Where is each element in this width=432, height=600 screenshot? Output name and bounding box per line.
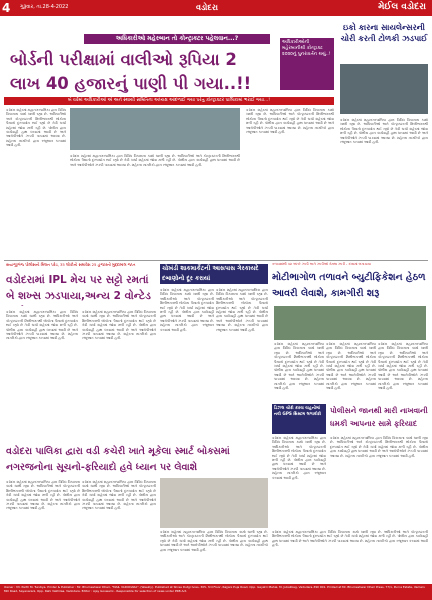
bottom-right-body: વડોદરા શહેરમાં મહાનગરપાલિકા દ્વારા વિવિધ વિકાસના કામો ચાલી રહ્યા છે. અધિકારીઓ અને કોન્ટ્રાક્ટરની મિલીભગતથી લોકોના પૈસાનો દુરુપયોગ થઈ રહ્યો છે તેવી ચર્ચા શહેરમાં જોવા મળી રહી છે. પોલીસ દ્વારા કાર્યવાહી હાથ ધરવામાં આવી છે અને આરોપીઓને ઝડપી પાડવામાં આવ્યા છે. શહેરના નાગરિકો દ્વારા રજૂઆત કરવામાં આવી હતી. (272, 530, 428, 548)
truck-body: વડોદરા શહેરમાં મહાનગરપાલિકા દ્વારા વિવિધ વિકાસના કામો ચાલી રહ્યા છે. અધિકારીઓ અને કોન્ટ્રાક્ટરની મિલીભગતથી લોકોના પૈસાનો દુરુપયોગ થઈ રહ્યો છે તેવી ચર્ચા શહેરમાં જોવા મળી રહી છે. પોલીસ દ્વારા કાર્યવાહી હાથ ધરવામાં આવી છે અને આરોપીઓને ઝડપી પાડવામાં આવ્યા છે. શહેરના નાગરિકો દ્વારા રજૂઆત કરવામાં આવી હતી. (272, 436, 326, 480)
bridge-body-col-1: વડોદરા શહેરમાં મહાનગરપાલિકા દ્વારા વિવિધ વિકાસના કામો ચાલી રહ્યા છે. અધિકારીઓ અને કોન્ટ્રાક્ટરની મિલીભગતથી લોકોના પૈસાનો દુરુપયોગ થઈ રહ્યો છે તેવી ચર્ચા શહેરમાં જોવા મળી રહી છે. પોલીસ દ્વારા કાર્યવાહી હાથ ધરવામાં આવી છે અને આરોપીઓને ઝડપી પાડવામાં આવ્યા છે. શહેરના નાગરિકો દ્વારા રજૂઆત કરવામાં આવી હતી. (274, 342, 324, 391)
top-body-col-2: વડોદરા શહેરમાં મહાનગરપાલિકા દ્વારા વિવિધ વિકાસના કામો ચાલી રહ્યા છે. અધિકારીઓ અને કોન્ટ્રાક્ટરની મિલીભગતથી લોકોના પૈસાનો દુરુપયોગ થઈ રહ્યો છે તેવી ચર્ચા શહેરમાં જોવા મળી રહી છે. પોલીસ દ્વારા કાર્યવાહી હાથ ધરવામાં આવી છે અને આરોપીઓને ઝડપી પાડવામાં આવ્યા છે. શહેરના નાગરિકો દ્વારા રજૂઆત કરવામાં આવી હતી. (246, 108, 334, 135)
bridge-body-col-2: વડોદરા શહેરમાં મહાનગરપાલિકા દ્વારા વિવિધ વિકાસના કામો ચાલી રહ્યા છે. અધિકારીઓ અને કોન્ટ્રાક્ટરની મિલીભગતથી લોકોના પૈસાનો દુરુપયોગ થઈ રહ્યો છે તેવી ચર્ચા શહેરમાં જોવા મળી રહી છે. પોલીસ દ્વારા કાર્યવાહી હાથ ધરવામાં આવી છે અને આરોપીઓને ઝડપી પાડવામાં આવ્યા છે. શહેરના નાગરિકો દ્વારા રજૂઆત કરવામાં આવી હતી. (326, 342, 376, 391)
mid-body-col-2: વડોદરા શહેરમાં મહાનગરપાલિકા દ્વારા વિવિધ વિકાસના કામો ચાલી રહ્યા છે. અધિકારીઓ અને કોન્ટ્રાક્ટરની મિલીભગતથી લોકોના પૈસાનો દુરુપયોગ થઈ રહ્યો છે તેવી ચર્ચા શહેરમાં જોવા મળી રહી છે. પોલીસ દ્વારા કાર્યવાહી હાથ ધરવામાં આવી છે અને આરોપીઓને ઝડપી પાડવામાં આવ્યા છે. શહેરના નાગરિકો દ્વારા રજૂઆત કરવામાં આવી હતી. (216, 288, 268, 332)
side-body: વડોદરા શહેરમાં મહાનગરપાલિકા દ્વારા વિવિધ વિકાસના કામો ચાલી રહ્યા છે. અધિકારીઓ અને કોન્ટ્રાક્ટરની મિલીભગતથી લોકોના પૈસાનો દુરુપયોગ થઈ રહ્યો છે તેવી ચર્ચા શહેરમાં જોવા મળી રહી છે. પોલીસ દ્વારા કાર્યવાહી હાથ ધરવામાં આવી છે અને આરોપીઓને ઝડપી પાડવામાં આવ્યા છે. શહેરના નાગરિકો દ્વારા રજૂઆત કરવામાં આવી હતી. (340, 118, 428, 145)
section-divider (4, 260, 428, 261)
bridge-kicker: તળાવમાંથી ૫૨ અંતરે ઝાડી અને ઝાડીઓ તેમજ ઝાડી - કાંસમાં લગાડાયા (272, 262, 371, 266)
ipl-body-col-2: વડોદરા શહેરમાં મહાનગરપાલિકા દ્વારા વિવિધ વિકાસના કામો ચાલી રહ્યા છે. અધિકારીઓ અને કોન્ટ્રાક્ટરની મિલીભગતથી લોકોના પૈસાનો દુરુપયોગ થઈ રહ્યો છે તેવી ચર્ચા શહેરમાં જોવા મળી રહી છે. પોલીસ દ્વારા કાર્યવાહી હાથ ધરવામાં આવી છે અને આરોપીઓને ઝડપી પાડવામાં આવ્યા છે. શહેરના નાગરિકો દ્વારા રજૂઆત કરવામાં આવી હતી. (82, 310, 156, 341)
smart-photo (160, 478, 268, 528)
imprint-footer: Owner : Mr. Parth M. Tundiya. Printer & Publisher : Mr. Bhumeshwar Dhari, "MAIL VADODARA", (Weekly). Published at Shree Dutgi Ivres, 305, 3rd Floor, Rajjani Puja Road, Opp. Gayatri Mahal, M. Jubalibag, Vadodara-390 001. Printed at Mr. Bhumeshwar Dhari Press, 77/1, Purna Estate, Vamaru Mill Road, Sayanaranl, Opp. Rahi Vakhilaa, Vadodara. Editor : Ajay Goswami - Responsible for selection of news under PRB Act. (0, 584, 432, 600)
smart-body-col-3: વડોદરા શહેરમાં મહાનગરપાલિકા દ્વારા વિવિધ વિકાસના કામો ચાલી રહ્યા છે. અધિકારીઓ અને કોન્ટ્રાક્ટરની મિલીભગતથી લોકોના પૈસાનો દુરુપયોગ થઈ રહ્યો છે તેવી ચર્ચા શહેરમાં જોવા મળી રહી છે. પોલીસ દ્વારા કાર્યવાહી હાથ ધરવામાં આવી છે અને આરોપીઓને ઝડપી પાડવામાં આવ્યા છે. શહેરના નાગરિકો દ્વારા રજૂઆત કરવામાં આવી હતી. (160, 530, 268, 552)
bridge-photo (274, 306, 426, 340)
brand-name: મેઈલ વડોદરા (378, 2, 426, 12)
top-sidebox: અધિકારીઓની મહેરબાનીથી કોન્ટ્રાક્ટ ૨૦૨૦નું પુનરાવર્તન થયું..! (280, 38, 334, 90)
top-strap: બે વર્ષમાં અધિકારીઓ એ અને સ્થાયી સમિતિના અધ્યક્ષ આંદળાઈ ગયા પરંતુ કોન્ટ્રાક્ટર પાલિકામાં ભરાઈ ગયા...! (4, 97, 334, 105)
smart-body-col-1: વડોદરા શહેરમાં મહાનગરપાલિકા દ્વારા વિવિધ વિકાસના કામો ચાલી રહ્યા છે. અધિકારીઓ અને કોન્ટ્રાક્ટરની મિલીભગતથી લોકોના પૈસાનો દુરુપયોગ થઈ રહ્યો છે તેવી ચર્ચા શહેરમાં જોવા મળી રહી છે. પોલીસ દ્વારા કાર્યવાહી હાથ ધરવામાં આવી છે અને આરોપીઓને ઝડપી પાડવામાં આવ્યા છે. શહેરના નાગરિકો દ્વારા રજૂઆત કરવામાં આવી હતી. (6, 480, 80, 511)
page-number: 4 (2, 1, 11, 15)
ipl-headline: વડોદરામાં IPL મેચ પર સટ્ટો રમતાં બે શખ્સ ઝડપાયા,અન્ય 2 વોન્ટેડ (6, 274, 151, 302)
city-name: વડોદરા (196, 3, 218, 12)
mid-body-col-1: વડોદરા શહેરમાં મહાનગરપાલિકા દ્વારા વિવિધ વિકાસના કામો ચાલી રહ્યા છે. અધિકારીઓ અને કોન્ટ્રાક્ટરની મિલીભગતથી લોકોના પૈસાનો દુરુપયોગ થઈ રહ્યો છે તેવી ચર્ચા શહેરમાં જોવા મળી રહી છે. પોલીસ દ્વારા કાર્યવાહી હાથ ધરવામાં આવી છે અને આરોપીઓને ઝડપી પાડવામાં આવ્યા છે. શહેરના નાગરિકો દ્વારા રજૂઆત કરવામાં આવી હતી. (160, 288, 214, 332)
ipl-kicker: સયાજીગંજ પોલીસનો મિલન પરેડ, 35 લોકોનો સમાવેશ 25 હજારનો મુદ્દામાલ જપ્ત (6, 262, 136, 267)
truck-headline: ડિઝલ ચોરી કરવા વાહનોમાં નવી GPS સિસ્ટમ લગાવીરી (272, 404, 326, 434)
masthead (0, 0, 432, 16)
top-kicker: અધિકારીઓ મહેરબાન તો કોન્ટ્રાક્ટર પહેલવાન...? (84, 34, 270, 44)
mid-headline: ચોખંડી શાકમાર્કેટની આસપાસ ગેરકાયદે દબાણોનો દૂર કરાયાં (160, 264, 268, 284)
top-headline-line-2: લાખ 40 હજારનું પાણી પી ગયા..!! (10, 74, 252, 93)
side-photo (340, 64, 428, 114)
police-body: વડોદરા શહેરમાં મહાનગરપાલિકા દ્વારા વિવિધ વિકાસના કામો ચાલી રહ્યા છે. અધિકારીઓ અને કોન્ટ્રાક્ટરની મિલીભગતથી લોકોના પૈસાનો દુરુપયોગ થઈ રહ્યો છે તેવી ચર્ચા શહેરમાં જોવા મળી રહી છે. પોલીસ દ્વારા કાર્યવાહી હાથ ધરવામાં આવી છે અને આરોપીઓને ઝડપી પાડવામાં આવ્યા છે. શહેરના નાગરિકો દ્વારા રજૂઆત કરવામાં આવી હતી. (330, 436, 428, 458)
top-body-col-3: વડોદરા શહેરમાં મહાનગરપાલિકા દ્વારા વિવિધ વિકાસના કામો ચાલી રહ્યા છે. અધિકારીઓ અને કોન્ટ્રાક્ટરની મિલીભગતથી લોકોના પૈસાનો દુરુપયોગ થઈ રહ્યો છે તેવી ચર્ચા શહેરમાં જોવા મળી રહી છે. પોલીસ દ્વારા કાર્યવાહી હાથ ધરવામાં આવી છે અને આરોપીઓને ઝડપી પાડવામાં આવ્યા છે. શહેરના નાગરિકો દ્વારા રજૂઆત કરવામાં આવી હતી. (70, 154, 240, 167)
bridge-body-col-3: વડોદરા શહેરમાં મહાનગરપાલિકા દ્વારા વિવિધ વિકાસના કામો ચાલી રહ્યા છે. અધિકારીઓ અને કોન્ટ્રાક્ટરની મિલીભગતથી લોકોના પૈસાનો દુરુપયોગ થઈ રહ્યો છે તેવી ચર્ચા શહેરમાં જોવા મળી રહી છે. પોલીસ દ્વારા કાર્યવાહી હાથ ધરવામાં આવી છે અને આરોપીઓને ઝડપી પાડવામાં આવ્યા છે. શહેરના નાગરિકો દ્વારા રજૂઆત કરવામાં આવી હતી. (378, 342, 428, 391)
police-headline: પોલીસને જાનથી મારી નાખવાની ધમકી આપનાર સામે ફરિયાદ (330, 406, 428, 428)
bridge-headline: મોટીભાગોળ તળાવને બ્યુટીફિકેશન હેઠળ આવરી લેવાશે, કામગીરી શરૂ (272, 272, 426, 299)
ipl-body-col-1: વડોદરા શહેરમાં મહાનગરપાલિકા દ્વારા વિવિધ વિકાસના કામો ચાલી રહ્યા છે. અધિકારીઓ અને કોન્ટ્રાક્ટરની મિલીભગતથી લોકોના પૈસાનો દુરુપયોગ થઈ રહ્યો છે તેવી ચર્ચા શહેરમાં જોવા મળી રહી છે. પોલીસ દ્વારા કાર્યવાહી હાથ ધરવામાં આવી છે અને આરોપીઓને ઝડપી પાડવામાં આવ્યા છે. શહેરના નાગરિકો દ્વારા રજૂઆત કરવામાં આવી હતી. (6, 310, 78, 341)
issue-date: ગુરૂવાર, તા.28-4-2022 (20, 4, 69, 10)
top-body-col-1: વડોદરા શહેરમાં મહાનગરપાલિકા દ્વારા વિવિધ વિકાસના કામો ચાલી રહ્યા છે. અધિકારીઓ અને કોન્ટ્રાક્ટરની મિલીભગતથી લોકોના પૈસાનો દુરુપયોગ થઈ રહ્યો છે તેવી ચર્ચા શહેરમાં જોવા મળી રહી છે. પોલીસ દ્વારા કાર્યવાહી હાથ ધરવામાં આવી છે અને આરોપીઓને ઝડપી પાડવામાં આવ્યા છે. શહેરના નાગરિકો દ્વારા રજૂઆત કરવામાં આવી હતી. (6, 108, 66, 148)
top-photo (70, 108, 240, 150)
side-headline: ઇકો કારના સાયલેન્સરની ચોરી કરતી ટોળકી ઝડપાઈ (340, 23, 428, 43)
smart-headline: વડોદરા પાલિકા દ્વારા વડી કચેરી ખાતે મૂકેલા સ્માર્ટ બોક્સમાં નગરજનોના સૂચનો-ફરિયાદો હવે ધ્યાન પર લેવાશે (6, 446, 230, 473)
smart-body-col-2: વડોદરા શહેરમાં મહાનગરપાલિકા દ્વારા વિવિધ વિકાસના કામો ચાલી રહ્યા છે. અધિકારીઓ અને કોન્ટ્રાક્ટરની મિલીભગતથી લોકોના પૈસાનો દુરુપયોગ થઈ રહ્યો છે તેવી ચર્ચા શહેરમાં જોવા મળી રહી છે. પોલીસ દ્વારા કાર્યવાહી હાથ ધરવામાં આવી છે અને આરોપીઓને ઝડપી પાડવામાં આવ્યા છે. શહેરના નાગરિકો દ્વારા રજૂઆત કરવામાં આવી હતી. (82, 480, 156, 511)
top-headline-line-1: બોર્ડની પરીક્ષામાં વાલીઓ રૂપિયા 2 (10, 50, 237, 69)
